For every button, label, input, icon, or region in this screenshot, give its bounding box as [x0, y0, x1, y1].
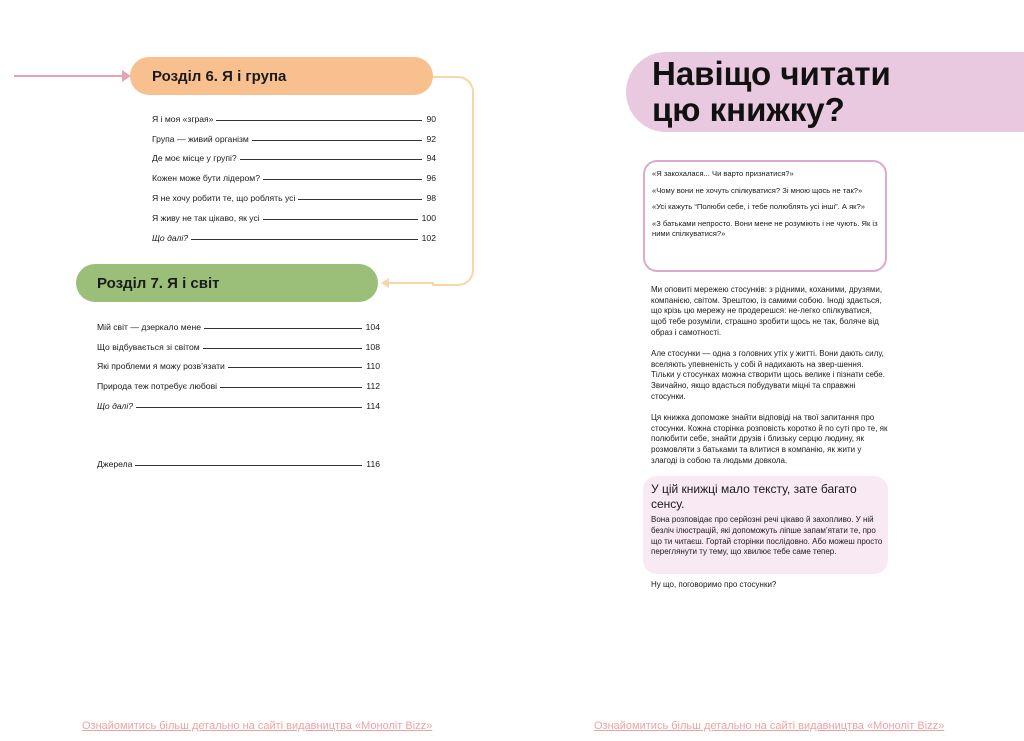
- highlight-text: Вона розповідає про серйозні речі цікаво й захопливо. У ній безліч ілюстрацій, які допоможуть ліпше запам’ятати те, про що ти читаєш. Гортай сторінки послідовно. Або можеш просто переглянути ту тему, що хвилює тебе саме тепер.: [651, 515, 883, 557]
- toc-leader: [220, 387, 362, 388]
- toc-leader: [191, 239, 418, 240]
- toc-leader: [240, 159, 423, 160]
- section-connector-line: [388, 282, 434, 284]
- toc-entry-title: Я і моя «зграя»: [152, 113, 214, 124]
- quote: «Чому вони не хочуть спілкуватися? Зі мною щось не так?»: [652, 185, 863, 195]
- toc-entry[interactable]: [152, 183, 436, 203]
- toc-entry-title: Які проблеми я можу розв’язати: [97, 361, 225, 372]
- section-connector: [432, 76, 474, 286]
- highlight-title: У цій книжці мало тексту, зате багато сенсу.: [651, 482, 857, 511]
- quote: «Усі кажуть “Полюби себе, і тебе полюблять усі інші”. А як?»: [652, 202, 865, 212]
- toc-entry-title: Природа теж потребує любові: [97, 381, 218, 392]
- body-paragraph-2: Але стосунки — одна з головних утіх у житті. Вони дають силу, вселяють упевненість у собі й надихають на звер-шення. Тільки у стосунках можна створити щось велике і пізнати себе. Звичайно, якщо вдасться побудувати міцні та справжні стосунки.: [651, 349, 885, 401]
- toc-entry[interactable]: [152, 223, 436, 243]
- toc-entry-title: Що відбувається зі світом: [97, 341, 200, 352]
- toc-entry-page: 114: [366, 400, 380, 411]
- page-title: [652, 56, 891, 128]
- toc-entry-title: Кожен може бути лідером?: [152, 173, 260, 184]
- toc-leader: [252, 140, 423, 141]
- toc-leader: [203, 348, 362, 349]
- toc-leader: [263, 219, 418, 220]
- quote: «Я закохалася... Чи варто признатися?»: [652, 169, 794, 178]
- toc-entry[interactable]: [97, 332, 380, 352]
- toc-leader: [228, 367, 362, 368]
- toc-entry[interactable]: [97, 352, 380, 372]
- toc-leader: [135, 465, 362, 466]
- toc-leader: [216, 120, 422, 121]
- toc-entry-page: 94: [426, 153, 436, 164]
- toc-entry[interactable]: [97, 312, 380, 332]
- toc-entry-title: Де моє місце у групі?: [152, 153, 237, 164]
- toc-entry-page: 110: [366, 361, 380, 372]
- toc-entry-title: Що далі?: [152, 232, 189, 243]
- toc-entry[interactable]: [152, 144, 436, 164]
- toc-entry-page: 104: [365, 321, 380, 332]
- section-7-title: Розділ 7. Я і світ: [97, 274, 220, 292]
- quote: «З батьками непросто. Вони мене не розуміють і не чують. Як із ними спілкуватися?»: [652, 218, 878, 239]
- connector-arrow-icon: [381, 278, 389, 288]
- toc-entry-page: 90: [426, 113, 436, 124]
- page-title-line-1: Навіщо читати: [652, 55, 891, 92]
- toc-entry-sources[interactable]: [97, 449, 380, 469]
- section-6-title: Розділ 6. Я і група: [152, 67, 287, 85]
- body-paragraph-3: Ця книжка допоможе знайти відповіді на твої запитання про стосунки. Кожна сторінка розповість коротко й по суті про те, як полюбити себе, знайти друзів і близьку серцю людину, як розмовляти з батьками та влитися в компанію, як жити у злагоді із собою та людьми довкола.: [651, 413, 888, 465]
- toc-entry[interactable]: [97, 371, 380, 391]
- toc-entry[interactable]: [97, 391, 380, 411]
- section-7-heading: [76, 264, 378, 302]
- toc-entry-title: Група — живий організм: [152, 133, 249, 144]
- toc-leader: [263, 179, 422, 180]
- toc-entry-page: 116: [366, 458, 380, 469]
- publisher-link[interactable]: Ознайомитись більш детально на сайті видавництва «Моноліт Bizz»: [82, 720, 433, 732]
- toc-entry-page: 108: [365, 341, 380, 352]
- section-6-toc: [152, 104, 436, 243]
- sources-toc: [97, 449, 380, 469]
- closing-line: Ну що, поговоримо про стосунки?: [651, 580, 777, 589]
- toc-entry-page: 102: [421, 232, 436, 243]
- toc-entry-title: Джерела: [97, 458, 133, 469]
- arrow-connector: [14, 75, 126, 77]
- toc-entry-page: 92: [426, 133, 436, 144]
- toc-entry-page: 98: [426, 192, 436, 203]
- body-paragraph-1: Ми оповиті мережею стосунків: з рідними, коханими, друзями, компанією, світом. Зрештою, із самими собою. Іноді здається, що крізь цю мережу не продерешся: не-легко спілкуватися, щоб тебе розуміли, страшно зробити щось не так, боляче від образ і самотності.: [651, 285, 883, 337]
- toc-entry-page: 112: [366, 381, 380, 392]
- toc-entry[interactable]: [152, 203, 436, 223]
- toc-entry-page: 96: [426, 173, 436, 184]
- section-7-toc: [97, 312, 380, 411]
- right-page: [512, 0, 1024, 741]
- toc-leader: [298, 199, 422, 200]
- page-title-line-2: цю книжку?: [652, 91, 845, 128]
- publisher-link[interactable]: Ознайомитись більш детально на сайті видавництва «Моноліт Bizz»: [594, 720, 945, 732]
- toc-leader: [204, 328, 362, 329]
- toc-entry-page: 100: [421, 212, 436, 223]
- section-6-heading: [130, 57, 433, 95]
- toc-entry[interactable]: [152, 104, 436, 124]
- toc-leader: [136, 407, 362, 408]
- toc-entry[interactable]: [152, 124, 436, 144]
- toc-entry-title: Мій світ — дзеркало мене: [97, 321, 201, 332]
- quotes-box: [643, 160, 887, 272]
- toc-entry[interactable]: [152, 163, 436, 183]
- toc-entry-title: Що далі?: [97, 400, 134, 411]
- toc-entry-title: Я не хочу робити те, що роблять усі: [152, 192, 296, 203]
- toc-entry-title: Я живу не так цікаво, як усі: [152, 212, 260, 223]
